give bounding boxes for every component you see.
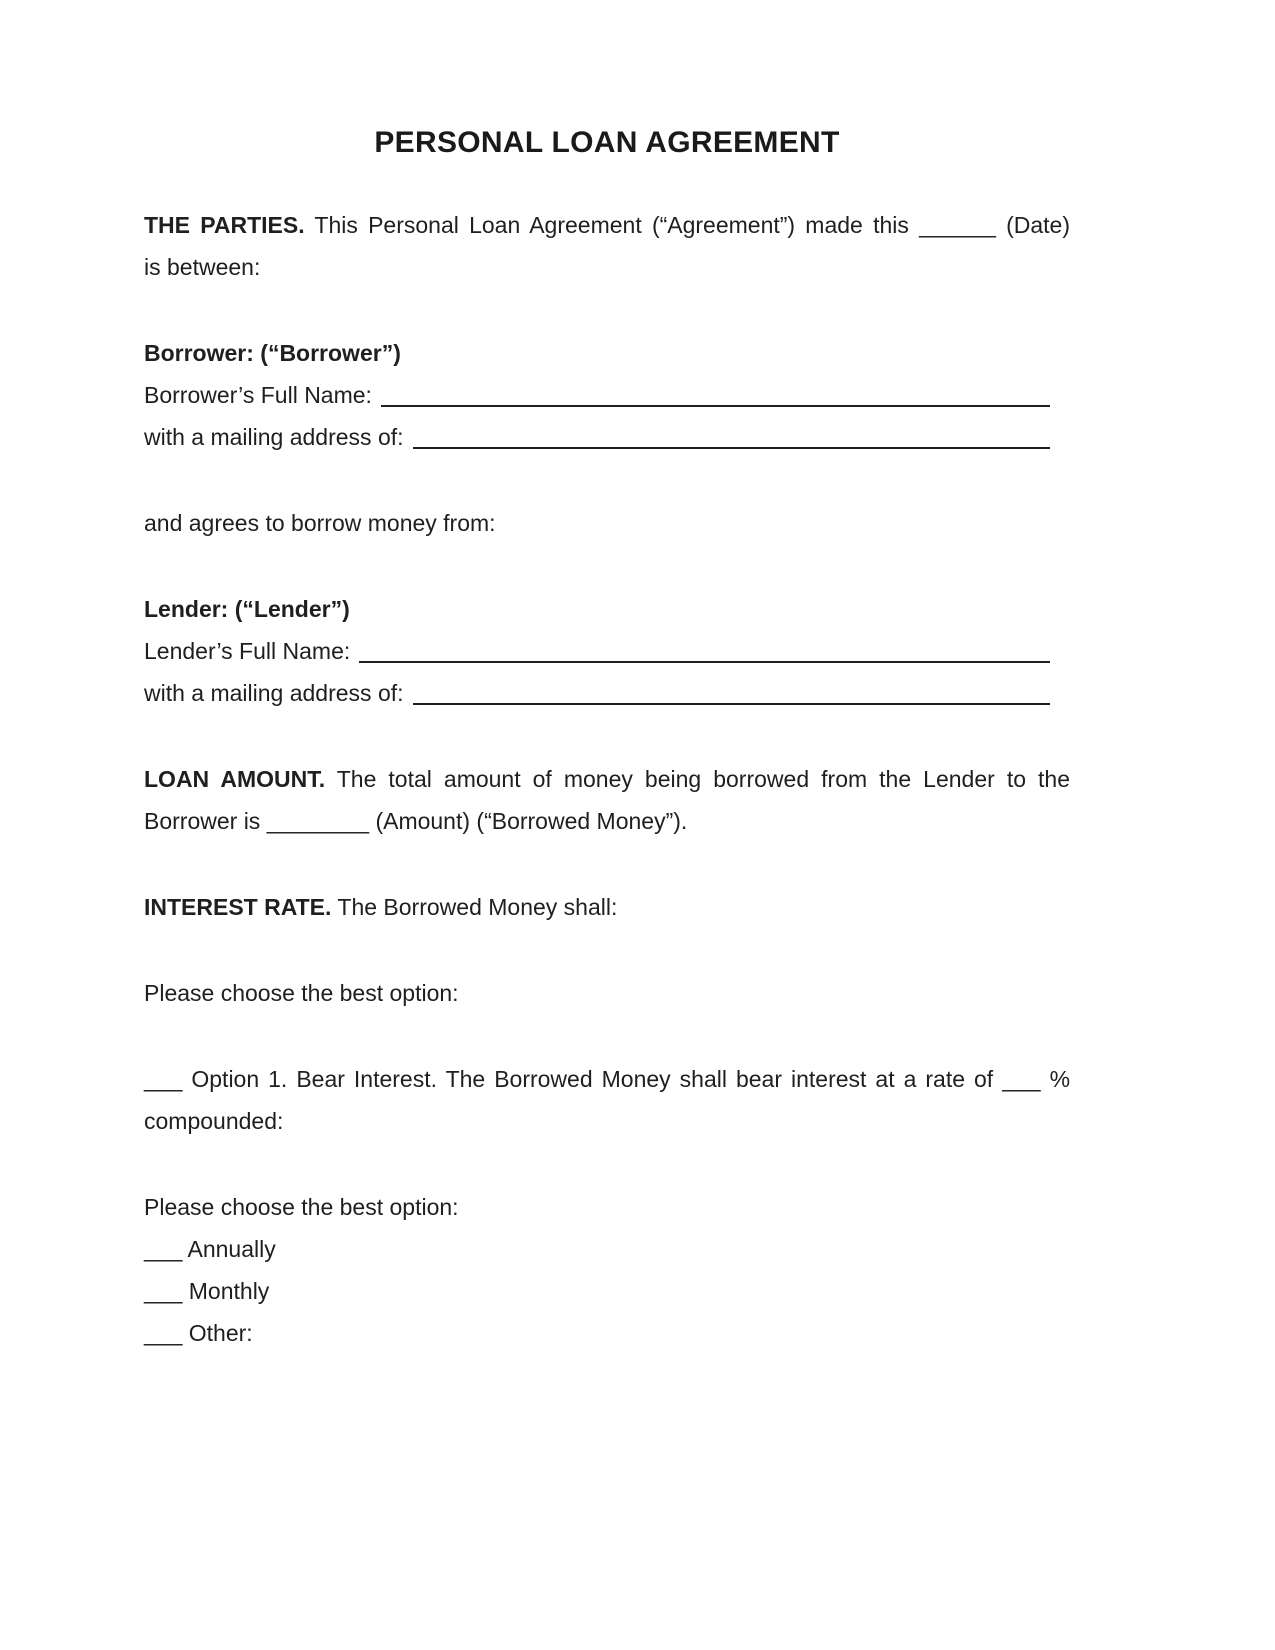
loan-amount-heading: LOAN AMOUNT. (144, 766, 326, 792)
lender-heading (144, 588, 1070, 630)
loan-amount-paragraph (144, 758, 1070, 842)
option-1-line-2: compounded: (144, 1108, 284, 1134)
borrower-heading (144, 332, 1070, 374)
monthly-blank[interactable]: ___ (144, 1278, 183, 1304)
lender-heading-text: Lender: (“Lender”) (144, 596, 350, 622)
parties-text: This Personal Loan Agreement (“Agreement”) made this (314, 212, 909, 238)
option-1-rate-blank[interactable]: ___ (1002, 1066, 1041, 1092)
borrower-name-blank-line[interactable] (381, 405, 1050, 407)
loan-amount-line-1 (144, 758, 1070, 800)
option-1-text: Option 1. Bear Interest. The Borrowed Money shall bear interest at a rate of (191, 1066, 994, 1092)
option-1-paragraph (144, 1058, 1070, 1142)
loan-amount-text-2: Borrower is (144, 808, 261, 834)
lender-address-row (144, 672, 1070, 714)
transition-text: and agrees to borrow money from: (144, 510, 496, 536)
loan-amount-text-1: The total amount of money being borrowed from the Lender to the (336, 766, 1071, 792)
loan-amount-line-2 (144, 800, 1070, 842)
other-label: Other: (188, 1320, 253, 1346)
interest-rate-heading: INTEREST RATE. (144, 894, 332, 920)
choose-option-prompt-1: Please choose the best option: (144, 980, 459, 1006)
loan-amount-text-3: (Amount) (“Borrowed Money”). (375, 808, 688, 834)
annually-blank[interactable]: ___ (144, 1236, 183, 1262)
interest-rate-text: The Borrowed Money shall: (337, 894, 618, 920)
compound-options-section (144, 1186, 1070, 1354)
lender-section (144, 588, 1070, 714)
date-blank[interactable]: ______ (919, 212, 996, 238)
option-1-line-1 (144, 1058, 1070, 1100)
option-row-monthly (144, 1270, 1070, 1312)
document-title: PERSONAL LOAN AGREEMENT (374, 126, 840, 159)
monthly-label: Monthly (188, 1278, 270, 1304)
borrower-address-row (144, 416, 1070, 458)
borrower-name-row (144, 374, 1070, 416)
borrower-name-label: Borrower’s Full Name: (144, 382, 372, 408)
date-label: (Date) (1006, 212, 1070, 238)
parties-line-1 (144, 204, 1070, 246)
borrower-heading-text: Borrower: (“Borrower”) (144, 340, 401, 366)
lender-address-label: with a mailing address of: (144, 680, 404, 706)
borrower-address-blank-line[interactable] (413, 447, 1050, 449)
annually-label: Annually (187, 1236, 276, 1262)
lender-name-blank-line[interactable] (359, 661, 1050, 663)
option-1-select-blank[interactable]: ___ (144, 1066, 183, 1092)
percent-sign: % (1049, 1066, 1071, 1092)
lender-name-row (144, 630, 1070, 672)
other-blank[interactable]: ___ (144, 1320, 183, 1346)
parties-line-2: is between: (144, 254, 261, 280)
interest-rate-paragraph (144, 886, 1070, 928)
amount-blank[interactable]: ________ (266, 808, 370, 834)
lender-name-label: Lender’s Full Name: (144, 638, 351, 664)
option-row-other (144, 1312, 1070, 1354)
parties-heading: THE PARTIES. (144, 212, 305, 238)
lender-address-blank-line[interactable] (413, 703, 1050, 705)
option-row-annually (144, 1228, 1070, 1270)
parties-paragraph (144, 204, 1070, 288)
borrower-section (144, 332, 1070, 458)
choose-option-prompt-2: Please choose the best option: (144, 1194, 459, 1220)
borrower-address-label: with a mailing address of: (144, 424, 404, 450)
